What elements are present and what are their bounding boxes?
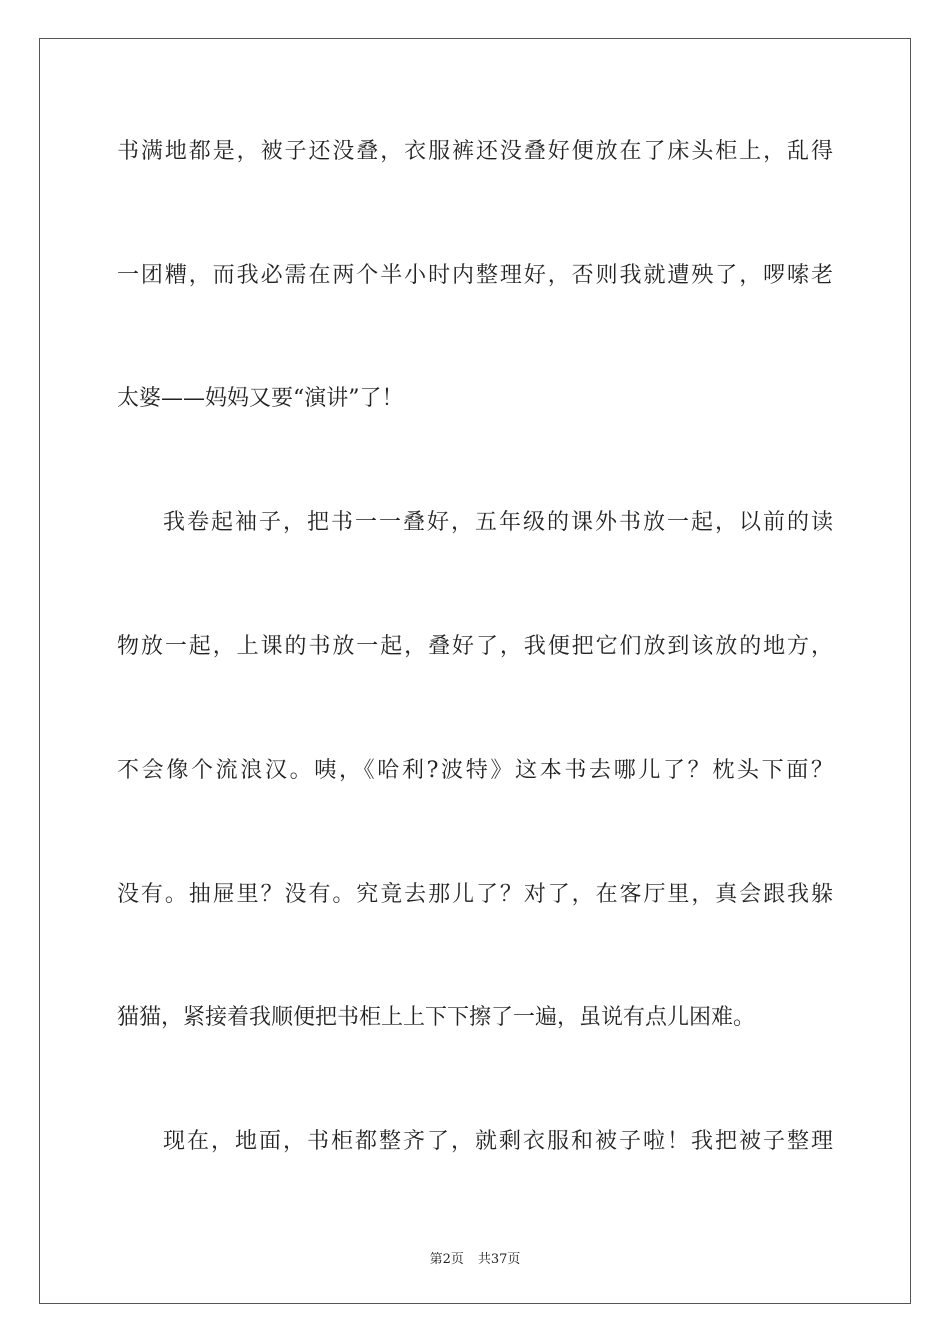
body-text-line: 猫猫，紧接着我顺便把书柜上上下下擦了一遍，虽说有点儿困难。 xyxy=(117,1005,756,1030)
page-footer xyxy=(0,1248,950,1267)
body-text-line: 书满地都是，被子还没叠，衣服裤还没叠好便放在了床头柜上，乱得 xyxy=(117,139,833,164)
page-number: 第2页 xyxy=(429,1252,464,1267)
body-text-line: 不会像个流浪汉。咦，《哈利?波特》这本书去哪儿了？枕头下面？ xyxy=(117,758,833,783)
body-text-line: 太婆——妈妈又要“演讲”了！ xyxy=(117,386,404,411)
body-text-line: 一团糟，而我必需在两个半小时内整理好，否则我就遭殃了，啰嗦老 xyxy=(117,263,833,288)
body-text-line: 没有。抽屉里？没有。究竟去那儿了？对了，在客厅里，真会跟我躲 xyxy=(117,882,833,907)
page-border xyxy=(39,38,911,1304)
body-text-line: 物放一起，上课的书放一起，叠好了，我便把它们放到该放的地方， xyxy=(117,634,833,659)
page-total: 共37页 xyxy=(477,1252,521,1267)
body-text-line: 我卷起袖子，把书一一叠好，五年级的课外书放一起，以前的读 xyxy=(163,510,833,535)
body-text-line: 现在，地面，书柜都整齐了，就剩衣服和被子啦！我把被子整理 xyxy=(163,1129,833,1154)
